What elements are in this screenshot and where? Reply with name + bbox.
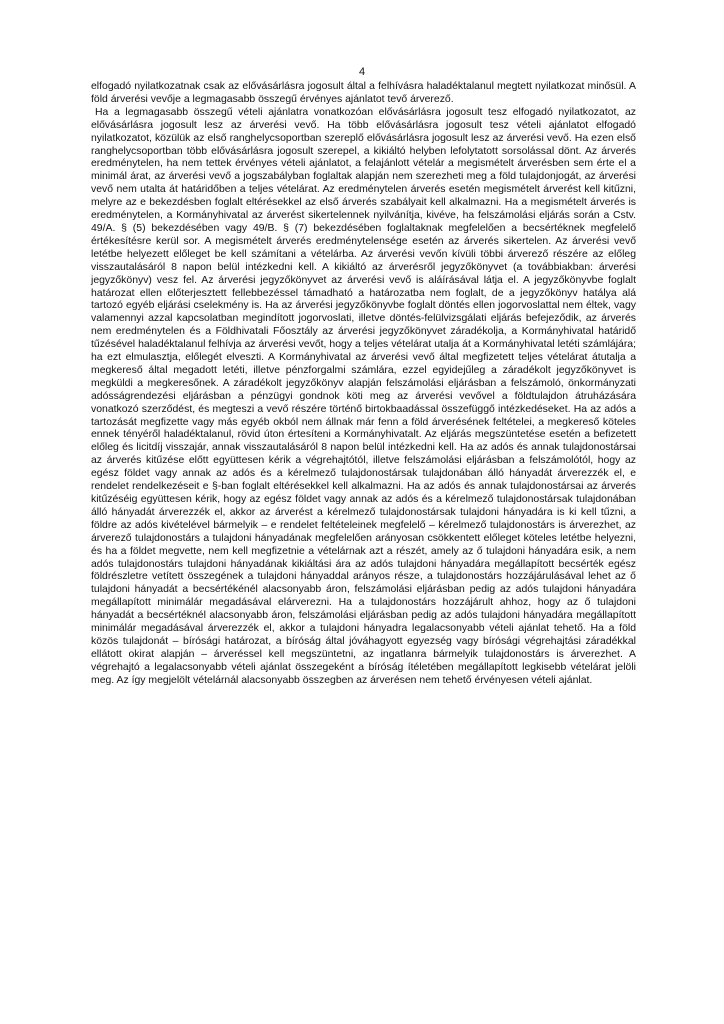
page-number: 4 bbox=[358, 66, 366, 78]
paragraph: Ha a legmagasabb összegű vételi ajánlatra vonatkozóan elővásárlásra jogosult tesz elfogadó nyilatkozatot, az elővásárlásra jogosult lesz az árverési vevő. Ha több elővásárlásra jogosult tesz vételi ajánlatot elfogadó nyilatkozatot, közülük az első ranghelycsoportban szereplő elővásárlásra jogosult lesz az árverési vevő. Ha ezen első ranghelycsoportban több elővásárlásra jogosult szerepel, a kikiáltó helyben lefolytatott sorsolással dönt. Az árverés eredménytelen, ha nem tettek érvényes vételi ajánlatot, a felajánlott vételár a megismételt árverésben sem érte el a minimál árat, az árverési vevő a jogszabályban foglaltak alapján nem szerezheti meg a föld tulajdonjogát, az árverési vevő nem utalta át határidőben a teljes vételárat. Az eredménytelen árverés esetén megismételt árverést kell kitűzni, melyre az e bekezdésben foglalt eltérésekkel az első árverés szabályait kell alkalmazni. Ha a megismételt árverés is eredménytelen, a Kormányhivatal az árverést sikertelennek nyilvánítja, kivéve, ha felszámolási eljárás során a Cstv. 49/A. § (5) bekezdésében vagy 49/B. § (7) bekezdésében foglaltaknak megfelelően a becsértéknek megfelelő értékesítésre kerül sor. A megismételt árverés eredménytelensége esetén az árverés sikertelen. Az árverési vevő letétbe helyezett előleget be kell számítani a vételárba. Az árverési vevőn kívüli többi árverező részére az előleg visszautalásáról 8 napon belül intézkedni kell. A kikiáltó az árverésről jegyzőkönyvet (a továbbiakban: árverési jegyzőkönyv) vesz fel. Az árverési jegyzőkönyvet az árverési vevő is aláírásával látja el. A jegyzőkönyvbe foglalt határozat ellen előterjesztett fellebbezéssel támadható a határozatba nem foglalt, de a jegyzőkönyv hatálya alá tartozó egyéb eljárási cselekmény is. Ha az árverési jegyzőkönyvbe foglalt döntés ellen jogorvoslattal nem éltek, vagy valamennyi azzal kapcsolatban megindított jogorvoslati, illetve döntés-felülvizsgálati eljárás befejeződik, az árverés nem eredménytelen és a Földhivatali Főosztály az árverési jegyzőkönyvet záradékolja, a Kormányhivatal határidő tűzésével haladéktalanul felhívja az árverési vevőt, hogy a teljes vételárat utalja át a Kormányhivatal letéti számlájára; ha ezt elmulasztja, előlegét elveszti. A Kormányhivatal az árverési vevő által megfizetett teljes vételárat átutalja a megkereső által megadott letéti, illetve pénzforgalmi számlára, ezzel egyidejűleg a záradékolt jegyzőkönyvet is megküldi a megkeresőnek. A záradékolt jegyzőkönyv alapján felszámolási eljárásban a felszámoló, önkormányzati adósságrendezési eljárásban a pénzügyi gondnok köti meg az árverési vevővel a földtulajdon átruházására vonatkozó szerződést, és megteszi a vevő részére történő birtokbaadással összefüggő intézkedéseket. Ha az adós a tartozását megfizette vagy más egyéb okból nem állnak már fenn a föld árverésének feltételei, a megkereső köteles ennek tényéről haladéktalanul, rövid úton értesíteni a Kormányhivatalt. Az eljárás megszüntetése esetén a befizetett előleg és licitdíj visszajár, annak visszautalásáról 8 napon belül intézkedni kell. Ha az adós és annak tulajdonostársai az árverés kitűzése előtt együttesen kérik a végrehajtótól, illetve felszámolási eljárásban a felszámolótól, hogy az egész földet vagy annak az adós és a kérelmező tulajdonostársak tulajdonában álló hányadát árverezzék el, e rendelet rendelkezéseit e §-ban foglalt eltérésekkel kell alkalmazni. Ha az adós és annak tulajdonostársai az árverés kitűzéséig együttesen kérik, hogy az egész földet vagy annak az adós és a kérelmező tulajdonostársak tulajdonában álló hányadát árverezzék el, akkor az árverést a kérelmező tulajdonostársak tulajdoni hányadára is ki kell tűzni, a földre az adós kivételével bármelyik – e rendelet feltételeinek megfelelő – kérelmező tulajdonostárs is árverezhet, az árverező tulajdonostárs a tulajdoni hányadának megfelelően arányosan csökkentett előleget köteles letétbe helyezni, és ha a földet megvette, nem kell megfizetnie a vételárnak azt a részét, amely az ő tulajdoni hányadára esik, a nem adós tulajdonostárs tulajdoni hányadának kikiáltási ára az adós tulajdoni hányadára megállapított becsérték egész földrészletre vetített összegének a tulajdoni hányaddal arányos része, a tulajdonostárs hozzájárulásával lehet az ő tulajdoni hányadát a becsértékénél alacsonyabb áron, felszámolási eljárásban pedig az adós tulajdoni hányadára megállapított minimálár megadásával elárverezni. Ha a tulajdonostárs hozzájárult ahhoz, hogy az ő tulajdoni hányadát a becsértéknél alacsonyabb áron, felszámolási eljárásban pedig az adós tulajdoni hányadára megállapított minimálár megadásával árverezzék el, akkor a tulajdoni hányadra legalacsonyabb vételi ajánlat tehető. Ha a föld közös tulajdonát – bírósági határozat, a bíróság által jóváhagyott egyezség vagy bírósági végrehajtási záradékkal ellátott okirat alapján – árveréssel kell megszüntetni, az ingatlanra bármelyik tulajdonostárs is árverezhet. A végrehajtó a legalacsonyabb vételi ajánlat összegeként a bíróság ítéletében megállapított legkisebb vételárat jelöli meg. Az így megjelölt vételárnál alacsonyabb összegben az árverésen nem tehető érvényesen vételi ajánlat. bbox=[91, 106, 636, 686]
paragraph: elfogadó nyilatkozatnak csak az elővásárlásra jogosult által a felhívásra haladéktalanul megtett nyilatkozat minősül. A föld árverési vevője a legmagasabb összegű érvényes ajánlatot tevő árverező. bbox=[91, 81, 636, 105]
body-text bbox=[91, 81, 636, 688]
